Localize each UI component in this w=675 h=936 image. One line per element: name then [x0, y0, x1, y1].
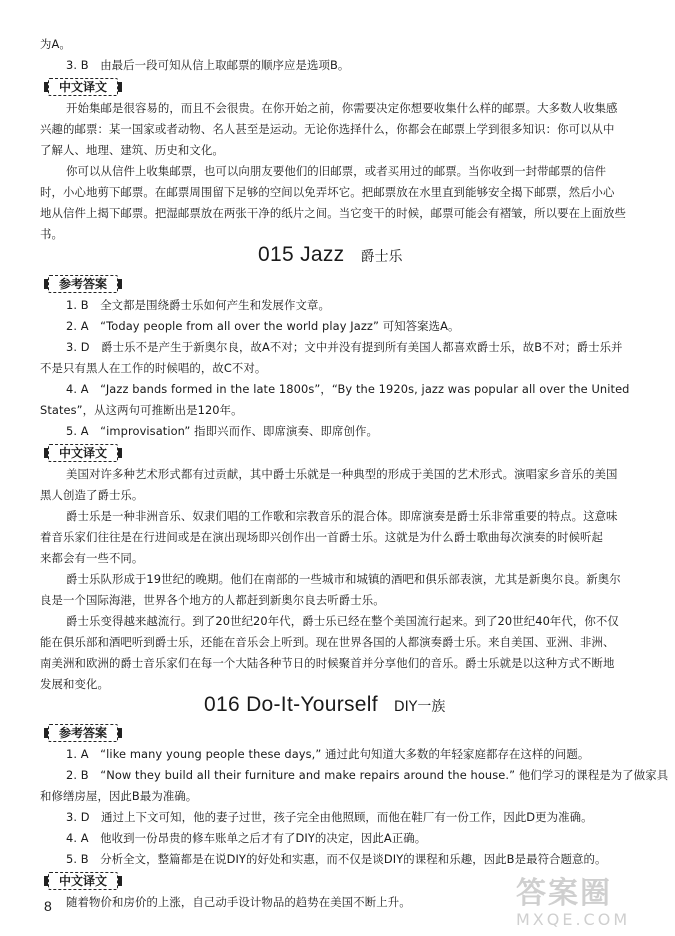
answer-line: 4. A “Jazz bands formed in the late 1800s”，“By the 1920s, jazz was popular all over the United [66, 382, 630, 396]
section-title-cn: 爵士乐 [360, 249, 403, 265]
section-badge-translation: 中文译文 [48, 872, 118, 890]
section-badge-translation: 中文译文 [48, 78, 118, 96]
watermark-url: MXQE.COM [516, 910, 631, 929]
text-line: 兴趣的邮票：某一国家或者动物、名人甚至是运动。无论你选择什么，你都会在邮票上学到很多知识：你可以从中 [40, 122, 615, 136]
text-line: 你可以从信件上收集邮票，也可以向朋友要他们的旧邮票，或者买用过的邮票。当你收到一封带邮票的信件 [66, 164, 607, 178]
answer-line: 不是只有黑人在工作的时候唱的，故C不对。 [40, 361, 267, 375]
text-line: 能在俱乐部和酒吧听到爵士乐，还能在音乐会上听到。现在世界各国的人都演奏爵士乐。来自美国、亚洲、非洲、 [40, 635, 615, 649]
text-line: 良是一个国际海港，世界各个地方的人都赶到新奥尔良去听爵士乐。 [40, 593, 385, 607]
answer-line: 5. A “improvisation” 指即兴而作、即席演奏、即席创作。 [66, 424, 378, 438]
answer-line: 3. D 通过上下文可知，他的妻子过世，孩子完全由他照顾，而他在鞋厂有一份工作，因此D更为准确。 [66, 810, 593, 824]
section-title-en: 015 Jazz [258, 243, 345, 266]
answer-line: 1. A “like many young people these days,” 通过此句知道大多数的年轻家庭都存在这样的问题。 [66, 747, 590, 761]
watermark-logo [516, 868, 656, 928]
text-line: 书。 [40, 227, 63, 241]
section-title-cn: DIY一族 [393, 699, 446, 715]
answer-line: 2. A “Today people from all over the world play Jazz” 可知答案选A。 [66, 319, 460, 333]
answer-line: 3. B 由最后一段可知从信上取邮票的顺序应是选项B。 [66, 58, 350, 72]
text-line: 地从信件上揭下邮票。把湿邮票放在两张干净的纸片之间。当它变干的时候，邮票可能会有褶皱，所以要在上面放些 [40, 206, 627, 220]
text-line: 了解人、地理、建筑、历史和文化。 [40, 143, 224, 157]
answer-line: 2. B “Now they build all their furniture and make repairs around the house.” 他们学习的课程是为了做家具 [66, 768, 669, 782]
text-line: 时，小心地剪下邮票。在邮票周围留下足够的空间以免弄坏它。把邮票放在水里直到能够安全揭下邮票，然后小心 [40, 185, 615, 199]
text-line: 爵士乐是一种非洲音乐、奴隶们唱的工作歌和宗教音乐的混合体。即席演奏是爵士乐非常重要的特点。这意味 [66, 509, 618, 523]
answer-line: 5. B 分析全文，整篇都是在说DIY的好处和实惠，而不仅是谈DIY的课程和乐趣，因此B是最符合题意的。 [66, 852, 607, 866]
text-line: 爵士乐队形成于19世纪的晚期。他们在南部的一些城市和城镇的酒吧和俱乐部表演，尤其是新奥尔良。新奥尔 [66, 572, 621, 586]
watermark-text: 答案圈 [516, 876, 612, 911]
section-badge-answers: 参考答案 [48, 724, 118, 742]
text-line: 发展和变化。 [40, 677, 109, 691]
text-line: 美国对许多种艺术形式都有过贡献，其中爵士乐就是一种典型的形成于美国的艺术形式。演唱家乡音乐的美国 [66, 467, 618, 481]
text-line: 黑人创造了爵士乐。 [40, 488, 144, 502]
answer-line: 1. B 全文都是围绕爵士乐如何产生和发展作文章。 [66, 298, 331, 312]
section-title-016 [204, 693, 445, 717]
section-title-015 [258, 243, 402, 267]
section-badge-answers: 参考答案 [48, 275, 118, 293]
text-line: 开始集邮是很容易的，而且不会很贵。在你开始之前，你需要决定你想要收集什么样的邮票。大多数人收集感 [66, 101, 618, 115]
text-line: 南美洲和欧洲的爵士音乐家们在每一个大陆各种节日的时候聚首并分享他们的音乐。爵士乐就是以这种方式不断地 [40, 656, 615, 670]
answer-line: 4. A 他收到一份昂贵的修车账单之后才有了DIY的决定，因此A正确。 [66, 831, 427, 845]
text-line: 爵士乐变得越来越流行。到了20世纪20年代，爵士乐已经在整个美国流行起来。到了20世纪40年代，你不仅 [66, 614, 619, 628]
text-line: 着音乐家们往往是在行进间或是在演出现场即兴创作出一首爵士乐。这就是为什么爵士歌曲每次演奏的时候听起 [40, 530, 604, 544]
answer-line: 和修缮房屋，因此B最为准确。 [40, 789, 198, 803]
text-line: 随着物价和房价的上涨，自己动手设计物品的趋势在美国不断上升。 [66, 895, 411, 909]
answer-line: 3. D 爵士乐不是产生于新奥尔良，故A不对；文中并没有提到所有美国人都喜欢爵士乐，故B不对；爵士乐并 [66, 340, 623, 354]
answer-line: States”，从这两句可推断出是120年。 [40, 403, 243, 417]
section-badge-translation: 中文译文 [48, 444, 118, 462]
page-number: 8 [44, 898, 52, 914]
text-line: 为A。 [40, 37, 71, 51]
text-line: 来都会有一些不同。 [40, 551, 144, 565]
section-title-en: 016 Do-It-Yourself [204, 693, 378, 716]
